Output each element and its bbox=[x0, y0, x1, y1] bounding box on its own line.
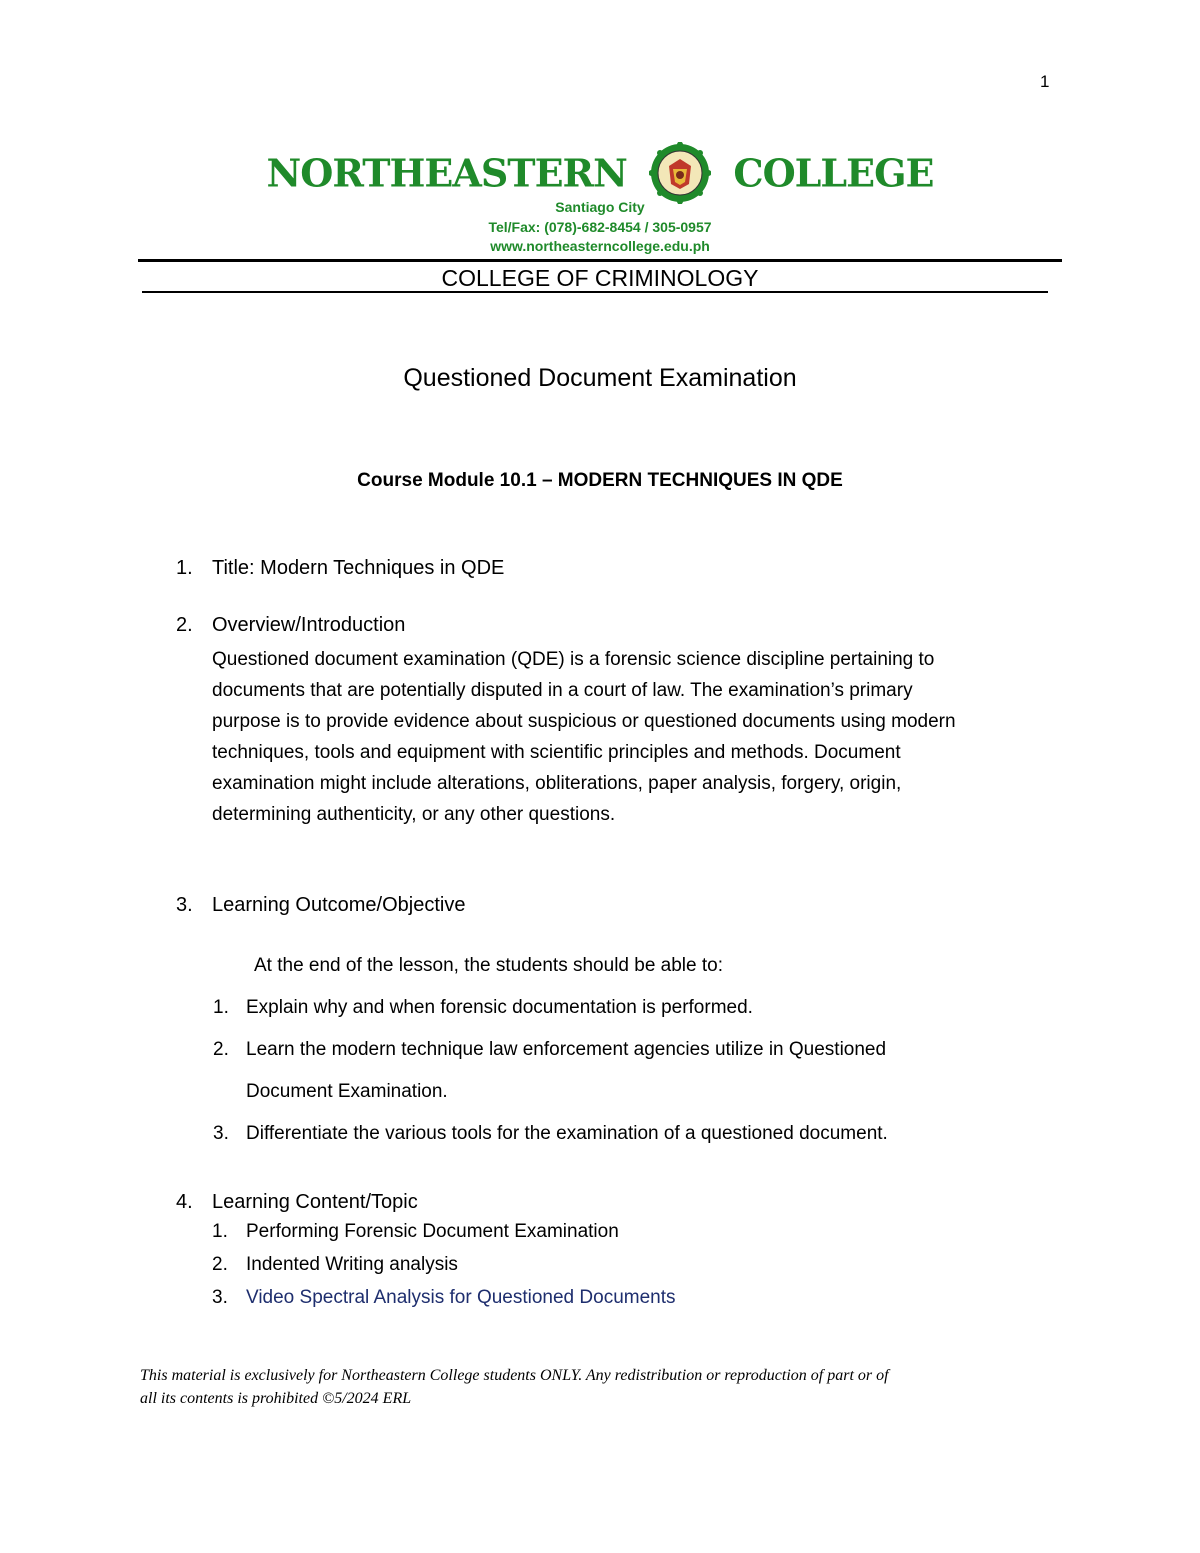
objective-intro: At the end of the lesson, the students should be able to: bbox=[254, 955, 723, 976]
item-text: Learn the modern technique law enforcement agencies utilize in Questioned bbox=[246, 1039, 887, 1060]
college-seal-logo bbox=[649, 142, 711, 204]
section-number: 3. bbox=[176, 894, 193, 916]
college-brand bbox=[0, 142, 1200, 204]
item-number: 1. bbox=[213, 997, 229, 1018]
objective-list bbox=[213, 987, 1073, 1155]
section-label: Learning Outcome/Objective bbox=[212, 894, 466, 916]
brand-left-text: NORTHEASTERN bbox=[266, 150, 627, 196]
list-item bbox=[213, 987, 1073, 1029]
list-item bbox=[213, 1113, 1073, 1155]
telfax-line: Tel/Fax: (078)-682-8454 / 305-0957 bbox=[488, 219, 712, 235]
item-text: Performing Forensic Document Examination bbox=[246, 1221, 619, 1242]
website-link[interactable]: www.northeasterncollege.edu.ph bbox=[490, 238, 710, 254]
item-text: Differentiate the various tools for the examination of a questioned document. bbox=[246, 1123, 888, 1144]
section-number: 1. bbox=[176, 557, 193, 579]
paragraph-line: Questioned document examination (QDE) is a forensic science discipline pertaining to bbox=[212, 649, 935, 670]
item-text: Explain why and when forensic documentation is performed. bbox=[246, 997, 753, 1018]
item-number: 2. bbox=[213, 1039, 229, 1060]
topic-item[interactable] bbox=[212, 1287, 676, 1309]
paragraph-line: examination might include alterations, obliterations, paper analysis, forgery, origin, bbox=[212, 773, 902, 794]
page-number: 1 bbox=[1040, 72, 1050, 91]
paragraph-line: determining authenticity, or any other questions. bbox=[212, 804, 616, 825]
topic-item bbox=[212, 1254, 458, 1276]
list-item-continuation: Document Examination. bbox=[246, 1081, 448, 1102]
section-number: 2. bbox=[176, 614, 193, 636]
header-rule-bottom bbox=[142, 291, 1048, 293]
list-item bbox=[213, 1029, 1073, 1071]
section-label: Overview/Introduction bbox=[212, 614, 406, 636]
paragraph-line: techniques, tools and equipment with scientific principles and methods. Document bbox=[212, 742, 901, 763]
department-title: COLLEGE OF CRIMINOLOGY bbox=[441, 265, 759, 291]
section-label: Learning Content/Topic bbox=[212, 1191, 418, 1213]
topic-item bbox=[212, 1221, 619, 1243]
course-title: Questioned Document Examination bbox=[403, 364, 797, 392]
section-title bbox=[176, 557, 504, 580]
item-number: 3. bbox=[213, 1123, 229, 1144]
section-content bbox=[176, 1191, 418, 1214]
city-line: Santiago City bbox=[555, 199, 645, 215]
item-number: 1. bbox=[212, 1221, 228, 1242]
paragraph-line: purpose is to provide evidence about suspicious or questioned documents using modern bbox=[212, 711, 956, 732]
item-number: 3. bbox=[212, 1287, 228, 1308]
item-text: Indented Writing analysis bbox=[246, 1254, 458, 1275]
paragraph-line: documents that are potentially disputed in a court of law. The examination’s primary bbox=[212, 680, 913, 701]
footer-line: all its contents is prohibited ©5/2024 ERL bbox=[140, 1390, 412, 1407]
section-number: 4. bbox=[176, 1191, 193, 1213]
website-line bbox=[0, 238, 1200, 254]
header-rule-top bbox=[138, 259, 1062, 262]
section-label: Title: Modern Techniques in QDE bbox=[212, 557, 505, 579]
section-overview bbox=[176, 614, 405, 637]
section-objective bbox=[176, 894, 465, 917]
footer-disclaimer bbox=[140, 1364, 1080, 1410]
item-number: 2. bbox=[212, 1254, 228, 1275]
brand-right-text: COLLEGE bbox=[733, 150, 934, 196]
module-title: Course Module 10.1 – MODERN TECHNIQUES IN QDE bbox=[357, 470, 843, 491]
footer-line: This material is exclusively for Northeastern College students ONLY. Any redistribution or reproduction of part or of bbox=[140, 1367, 889, 1384]
overview-paragraph bbox=[212, 644, 1092, 830]
topic-link[interactable]: Video Spectral Analysis for Questioned Documents bbox=[246, 1287, 676, 1308]
